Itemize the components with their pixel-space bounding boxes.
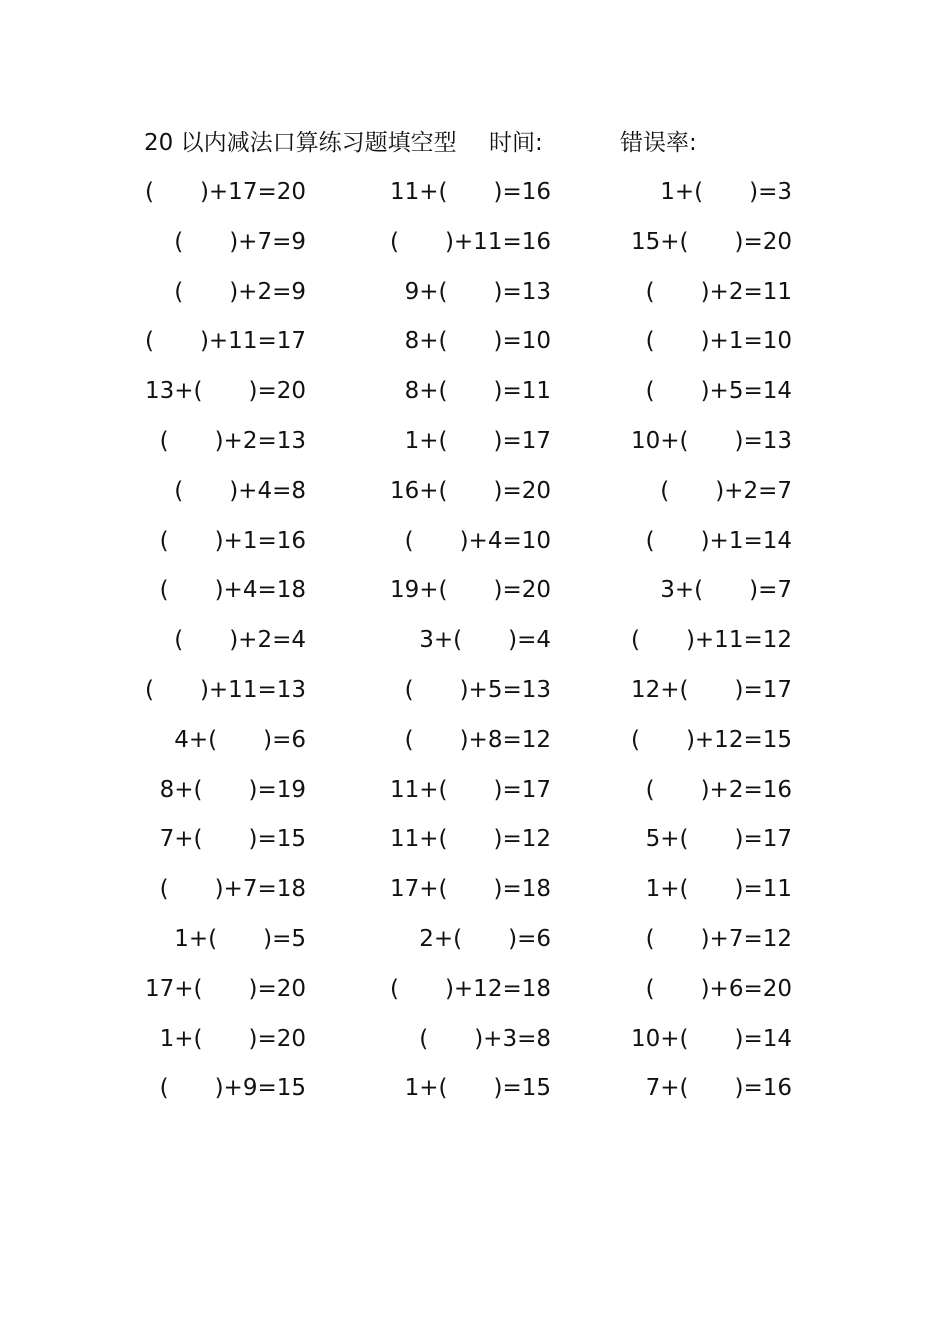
- worksheet-header: [144, 126, 844, 160]
- problem-row: [0, 969, 950, 1019]
- math-problem: 15+( )=20: [630, 228, 792, 255]
- math-problem: ( )+12=18: [389, 975, 551, 1002]
- math-problem: ( )+4=10: [404, 527, 551, 554]
- math-problem: ( )+11=17: [144, 328, 306, 355]
- math-problem: ( )+17=20: [144, 179, 306, 205]
- math-problem: ( )+4=8: [174, 477, 306, 504]
- math-problem: 2+( )=6: [419, 925, 551, 952]
- math-problem: 10+( )=14: [630, 1025, 792, 1052]
- problem-row: [0, 421, 950, 471]
- math-problem: ( )+12=15: [630, 726, 792, 753]
- math-problem: 16+( )=20: [389, 477, 551, 504]
- math-problem: 1+( )=17: [404, 427, 551, 454]
- math-problem: 4+( )=6: [174, 726, 306, 753]
- math-problem: ( )+1=14: [645, 527, 792, 554]
- problem-row: [0, 620, 950, 670]
- error-rate-label: 错误率:: [620, 130, 697, 156]
- math-problem: 3+( )=7: [660, 577, 792, 604]
- worksheet-title: 20 以内减法口算练习题填空型: [144, 130, 457, 156]
- math-problem: ( )+2=4: [174, 627, 306, 654]
- math-problem: 7+( )=15: [159, 826, 306, 853]
- math-problem: 9+( )=13: [404, 278, 551, 305]
- math-problem: 17+( )=18: [389, 876, 551, 903]
- math-problem: ( )+11=12: [630, 627, 792, 654]
- math-problem: 10+( )=13: [630, 427, 792, 454]
- problem-row: [0, 770, 950, 820]
- math-problem: 11+( )=16: [389, 179, 551, 205]
- problem-row: [0, 471, 950, 521]
- problem-row: [0, 521, 950, 571]
- math-problem: ( )+7=9: [174, 228, 306, 255]
- problem-row: [0, 321, 950, 371]
- math-problem: ( )+6=20: [645, 975, 792, 1002]
- problem-row: [0, 371, 950, 421]
- problem-row: [0, 272, 950, 322]
- math-problem: 13+( )=20: [144, 378, 306, 405]
- math-problem: ( )+11=13: [144, 676, 306, 703]
- math-problem: ( )+2=7: [660, 477, 792, 504]
- math-problem: 8+( )=10: [404, 328, 551, 355]
- problem-row: [0, 570, 950, 620]
- problem-row: [0, 670, 950, 720]
- problem-row: [0, 222, 950, 272]
- math-problem: ( )+2=11: [645, 278, 792, 305]
- math-problem: 1+( )=15: [404, 1075, 551, 1102]
- math-problem: 8+( )=11: [404, 378, 551, 405]
- problem-row: [0, 172, 950, 222]
- math-problem: 12+( )=17: [630, 676, 792, 703]
- math-problem: ( )+3=8: [419, 1025, 551, 1052]
- math-problem: 5+( )=17: [645, 826, 792, 853]
- math-problem: ( )+4=18: [159, 577, 306, 604]
- problem-row: [0, 869, 950, 919]
- math-problem: ( )+2=13: [159, 427, 306, 454]
- math-problem: 11+( )=17: [389, 776, 551, 803]
- problem-row: [0, 819, 950, 869]
- problem-grid: [0, 172, 950, 1118]
- math-problem: ( )+5=13: [404, 676, 551, 703]
- math-problem: ( )+7=18: [159, 876, 306, 903]
- math-problem: 3+( )=4: [419, 627, 551, 654]
- math-problem: ( )+5=14: [645, 378, 792, 405]
- problem-row: [0, 919, 950, 969]
- math-problem: 19+( )=20: [389, 577, 551, 604]
- math-problem: 1+( )=20: [159, 1025, 306, 1052]
- math-problem: ( )+8=12: [404, 726, 551, 753]
- math-problem: ( )+9=15: [159, 1075, 306, 1102]
- math-problem: 7+( )=16: [645, 1075, 792, 1102]
- math-problem: ( )+7=12: [645, 925, 792, 952]
- math-problem: ( )+2=9: [174, 278, 306, 305]
- math-problem: 1+( )=3: [660, 179, 792, 205]
- math-problem: 8+( )=19: [159, 776, 306, 803]
- problem-row: [0, 1068, 950, 1118]
- math-problem: ( )+11=16: [389, 228, 551, 255]
- problem-row: [0, 1019, 950, 1069]
- math-problem: ( )+2=16: [645, 776, 792, 803]
- math-problem: 11+( )=12: [389, 826, 551, 853]
- math-problem: 1+( )=11: [645, 876, 792, 903]
- time-label: 时间:: [489, 130, 543, 156]
- math-problem: ( )+1=10: [645, 328, 792, 355]
- problem-row: [0, 720, 950, 770]
- math-problem: ( )+1=16: [159, 527, 306, 554]
- math-problem: 17+( )=20: [144, 975, 306, 1002]
- math-problem: 1+( )=5: [174, 925, 306, 952]
